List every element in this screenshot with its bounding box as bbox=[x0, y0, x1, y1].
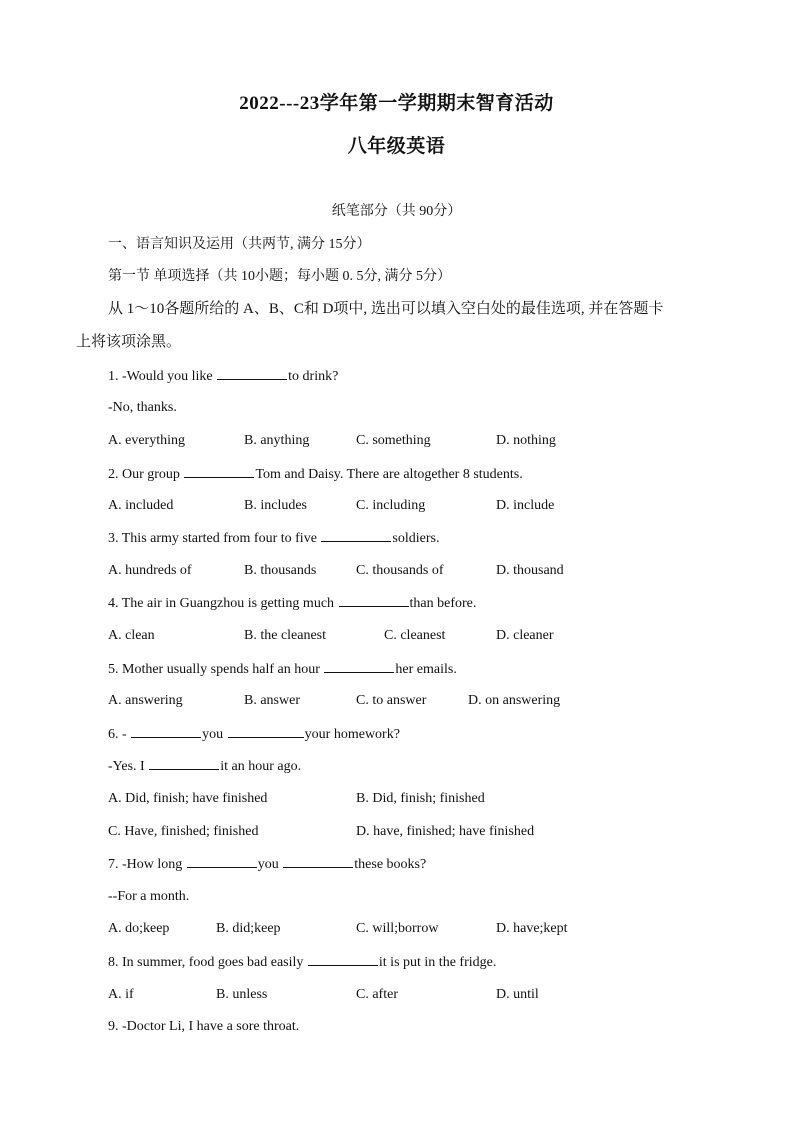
q6-option-d: D. have, finished; have finished bbox=[356, 824, 535, 839]
q7-option-c: C. will;borrow bbox=[356, 921, 439, 936]
question-2 bbox=[108, 465, 523, 484]
q7-option-a: A. do;keep bbox=[108, 921, 170, 936]
question-text: 8. In summer, food goes bad easily bbox=[108, 955, 307, 970]
section-one-heading: 第一节 单项选择（共 10小题；每小题 0. 5分, 满分 5分） bbox=[108, 269, 451, 284]
question-text: -Yes. I bbox=[108, 759, 149, 774]
q8-option-a: A. if bbox=[108, 987, 134, 1002]
answer-blank bbox=[324, 660, 394, 673]
question-text: it an hour ago. bbox=[220, 759, 302, 774]
question-text: your homework? bbox=[304, 727, 400, 742]
answer-blank bbox=[217, 367, 287, 380]
question-9: 9. -Doctor Li, I have a sore throat. bbox=[108, 1019, 300, 1034]
q7-option-d: D. have;kept bbox=[496, 921, 568, 936]
q4-option-a: A. clean bbox=[108, 628, 155, 643]
q1-option-c: C. something bbox=[356, 433, 431, 448]
q8-option-c: C. after bbox=[356, 987, 398, 1002]
question-4 bbox=[108, 594, 476, 613]
question-7 bbox=[108, 855, 426, 874]
question-7-reply: --For a month. bbox=[108, 889, 190, 904]
q8-option-b: B. unless bbox=[216, 987, 268, 1002]
question-text: 3. This army started from four to five bbox=[108, 531, 321, 546]
question-text: you bbox=[257, 857, 283, 872]
question-text: it is put in the fridge. bbox=[378, 955, 497, 970]
part-one-heading: 一、语言知识及运用（共两节, 满分 15分） bbox=[108, 237, 371, 252]
answer-blank bbox=[187, 855, 257, 868]
question-text: 5. Mother usually spends half an hour bbox=[108, 662, 324, 677]
q2-option-a: A. included bbox=[108, 498, 174, 513]
question-text: 1. -Would you like bbox=[108, 369, 217, 384]
answer-blank bbox=[308, 953, 378, 966]
instruction-line-2: 上将该项涂黑。 bbox=[76, 334, 182, 350]
question-text: to drink? bbox=[288, 369, 339, 384]
answer-blank bbox=[228, 725, 304, 738]
q6-option-b: B. Did, finish; finished bbox=[356, 791, 485, 806]
question-8 bbox=[108, 953, 496, 972]
question-text: Tom and Daisy. There are altogether 8 students. bbox=[255, 467, 523, 482]
answer-blank bbox=[321, 529, 391, 542]
question-text: 4. The air in Guangzhou is getting much bbox=[108, 596, 338, 611]
paper-part-heading: 纸笔部分（共 90分） bbox=[331, 204, 462, 219]
question-text: 2. Our group bbox=[108, 467, 184, 482]
question-5 bbox=[108, 660, 457, 679]
question-1 bbox=[108, 367, 338, 386]
q4-option-b: B. the cleanest bbox=[244, 628, 327, 643]
answer-blank bbox=[149, 757, 219, 770]
q1-option-b: B. anything bbox=[244, 433, 310, 448]
question-6-reply bbox=[108, 757, 301, 776]
q6-option-a: A. Did, finish; have finished bbox=[108, 791, 268, 806]
question-text: these books? bbox=[354, 857, 427, 872]
q6-option-c: C. Have, finished; finished bbox=[108, 824, 259, 839]
q2-option-b: B. includes bbox=[244, 498, 307, 513]
question-text: soldiers. bbox=[392, 531, 440, 546]
question-text: 7. -How long bbox=[108, 857, 186, 872]
q5-option-a: A. answering bbox=[108, 693, 183, 708]
q4-option-d: D. cleaner bbox=[496, 628, 554, 643]
question-text: her emails. bbox=[395, 662, 457, 677]
q4-option-c: C. cleanest bbox=[384, 628, 446, 643]
question-3 bbox=[108, 529, 439, 548]
q3-option-b: B. thousands bbox=[244, 563, 317, 578]
question-text: you bbox=[202, 727, 227, 742]
answer-blank bbox=[184, 465, 254, 478]
q1-option-a: A. everything bbox=[108, 433, 185, 448]
q5-option-c: C. to answer bbox=[356, 693, 427, 708]
q2-option-d: D. include bbox=[496, 498, 555, 513]
answer-blank bbox=[131, 725, 201, 738]
q3-option-c: C. thousands of bbox=[356, 563, 444, 578]
question-1-reply: -No, thanks. bbox=[108, 400, 177, 415]
question-6 bbox=[108, 725, 400, 744]
q3-option-d: D. thousand bbox=[496, 563, 564, 578]
q8-option-d: D. until bbox=[496, 987, 539, 1002]
answer-blank bbox=[283, 855, 353, 868]
q2-option-c: C. including bbox=[356, 498, 426, 513]
q7-option-b: B. did;keep bbox=[216, 921, 281, 936]
q3-option-a: A. hundreds of bbox=[108, 563, 192, 578]
answer-blank bbox=[339, 594, 409, 607]
question-text: than before. bbox=[409, 596, 477, 611]
exam-subtitle: 八年级英语 bbox=[347, 136, 446, 157]
instruction-line-1: 从 1～10各题所给的 A、B、C和 D项中, 选出可以填入空白处的最佳选项, 并在答题卡 bbox=[108, 301, 664, 317]
q5-option-b: B. answer bbox=[244, 693, 300, 708]
question-text: 6. - bbox=[108, 727, 131, 742]
q5-option-d: D. on answering bbox=[468, 693, 561, 708]
q1-option-d: D. nothing bbox=[496, 433, 556, 448]
exam-title: 2022---23学年第一学期期末智育活动 bbox=[239, 93, 554, 114]
